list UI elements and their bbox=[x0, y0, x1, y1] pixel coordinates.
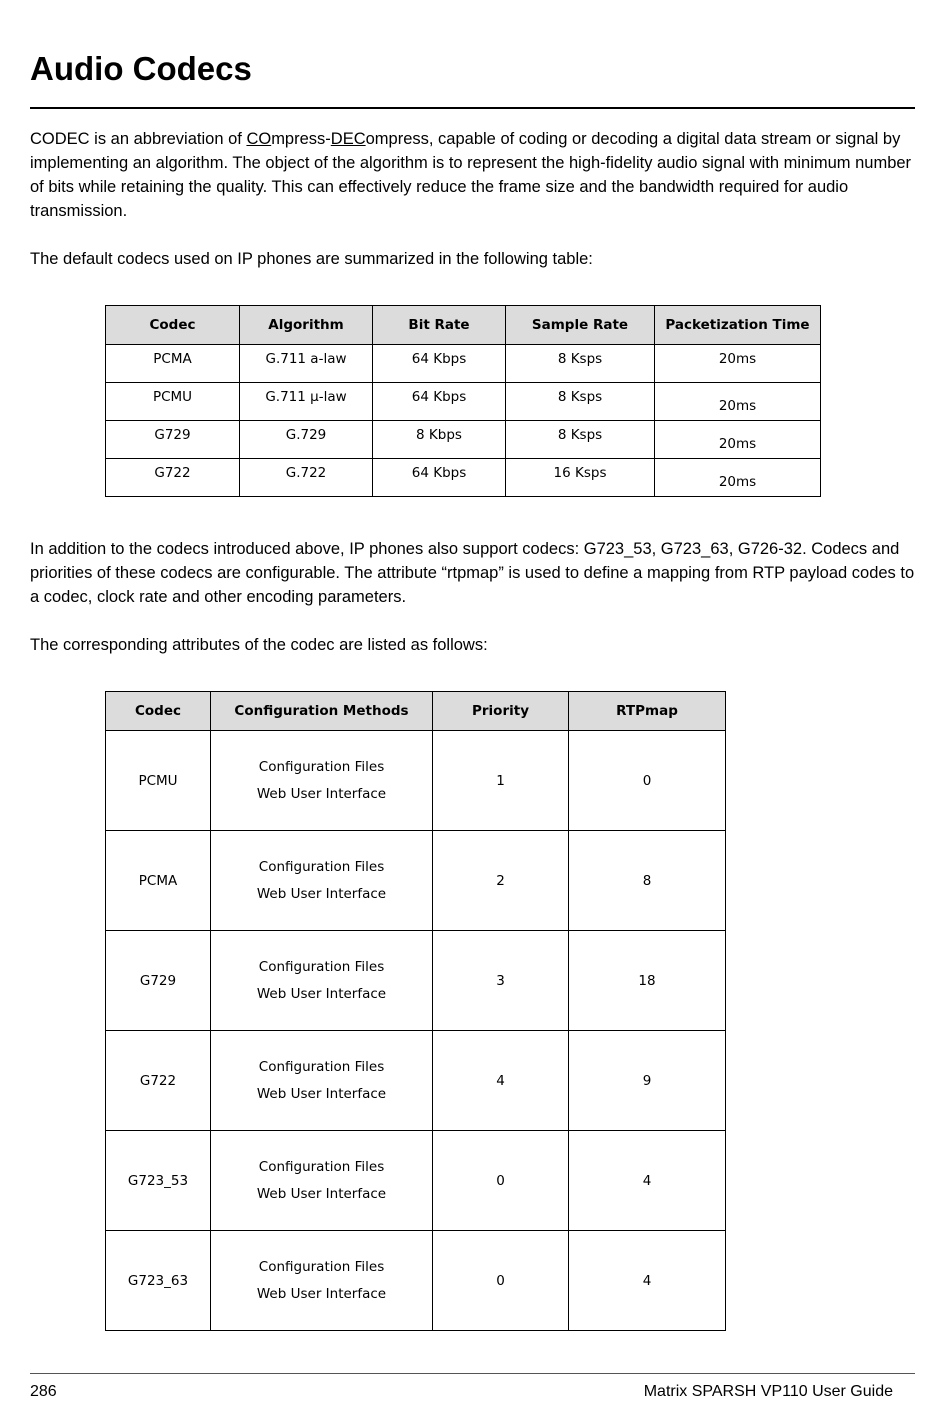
cell-codec: G722 bbox=[106, 459, 240, 497]
cell-rtpmap: 0 bbox=[569, 731, 726, 831]
cell-configuration-methods bbox=[211, 1231, 433, 1331]
method-web-ui: Web User Interface bbox=[256, 785, 387, 802]
table-row bbox=[106, 1031, 726, 1131]
cell-configuration-methods bbox=[211, 1031, 433, 1131]
intro-dec-underlined: DEC bbox=[330, 130, 366, 148]
method-config-files: Configuration Files bbox=[258, 958, 385, 975]
cell-rtpmap: 4 bbox=[569, 1231, 726, 1331]
table-row bbox=[106, 931, 726, 1031]
method-web-ui: Web User Interface bbox=[256, 1085, 387, 1102]
cell-rtpmap: 9 bbox=[569, 1031, 726, 1131]
guide-name: Matrix SPARSH VP110 User Guide bbox=[643, 1383, 893, 1400]
cell-algorithm: G.729 bbox=[240, 421, 373, 459]
cell-sample-rate: 8 Ksps bbox=[506, 345, 655, 383]
method-web-ui: Web User Interface bbox=[256, 1285, 387, 1302]
method-config-files: Configuration Files bbox=[258, 758, 385, 775]
cell-configuration-methods bbox=[211, 1131, 433, 1231]
cell-sample-rate: 8 Ksps bbox=[506, 383, 655, 421]
table-row bbox=[106, 731, 726, 831]
cell-codec: PCMU bbox=[106, 731, 211, 831]
header-algorithm: Algorithm bbox=[240, 306, 373, 345]
cell-rtpmap: 8 bbox=[569, 831, 726, 931]
cell-sample-rate: 16 Ksps bbox=[506, 459, 655, 497]
header-rtpmap: RTPmap bbox=[569, 692, 726, 731]
cell-packetization-time: 20ms bbox=[655, 383, 821, 421]
cell-packetization-time: 20ms bbox=[655, 345, 821, 383]
table-row bbox=[106, 1131, 726, 1231]
header-configuration-methods: Configuration Methods bbox=[211, 692, 433, 731]
default-codecs-table bbox=[105, 305, 821, 497]
header-sample-rate: Sample Rate bbox=[506, 306, 655, 345]
footer-divider bbox=[30, 1373, 915, 1374]
table2-intro: The corresponding attributes of the codec are listed as follows: bbox=[30, 636, 488, 654]
method-config-files: Configuration Files bbox=[258, 1058, 385, 1075]
header-codec: Codec bbox=[106, 692, 211, 731]
header-packetization-time: Packetization Time bbox=[655, 306, 821, 345]
table1-intro: The default codecs used on IP phones are summarized in the following table: bbox=[30, 250, 593, 268]
cell-priority: 1 bbox=[433, 731, 569, 831]
cell-codec: G722 bbox=[106, 1031, 211, 1131]
intro-text-start: CODEC is an abbreviation of bbox=[30, 130, 247, 148]
cell-bit-rate: 64 Kbps bbox=[373, 345, 506, 383]
cell-algorithm: G.711 a-law bbox=[240, 345, 373, 383]
cell-sample-rate: 8 Ksps bbox=[506, 421, 655, 459]
cell-configuration-methods bbox=[211, 831, 433, 931]
title-divider bbox=[30, 107, 915, 109]
cell-codec: G723_53 bbox=[106, 1131, 211, 1231]
cell-algorithm: G.722 bbox=[240, 459, 373, 497]
method-web-ui: Web User Interface bbox=[256, 885, 387, 902]
cell-bit-rate: 64 Kbps bbox=[373, 459, 506, 497]
cell-priority: 0 bbox=[433, 1231, 569, 1331]
method-web-ui: Web User Interface bbox=[256, 1185, 387, 1202]
cell-codec: G723_63 bbox=[106, 1231, 211, 1331]
table-row bbox=[106, 421, 821, 459]
method-config-files: Configuration Files bbox=[258, 1258, 385, 1275]
cell-configuration-methods bbox=[211, 731, 433, 831]
header-codec: Codec bbox=[106, 306, 240, 345]
cell-priority: 2 bbox=[433, 831, 569, 931]
cell-codec: G729 bbox=[106, 421, 240, 459]
method-web-ui: Web User Interface bbox=[256, 985, 387, 1002]
cell-codec: PCMA bbox=[106, 831, 211, 931]
cell-codec: PCMA bbox=[106, 345, 240, 383]
cell-priority: 0 bbox=[433, 1131, 569, 1231]
intro-paragraph bbox=[30, 127, 915, 223]
page-title: Audio Codecs bbox=[30, 50, 252, 87]
intro-co-underlined: CO bbox=[246, 130, 272, 148]
table-header-row bbox=[106, 692, 726, 731]
cell-packetization-time: 20ms bbox=[655, 459, 821, 497]
cell-codec: G729 bbox=[106, 931, 211, 1031]
intro-text-end: ompress, capable of coding or decoding a digital data stream or signal by implementing an algorithm. The object of the algorithm is to represent the high-fidelity audio signal with minimum number of bits while retaining the quality. This can effectively reduce the frame size and the bandwidth required for audio transmission. bbox=[30, 130, 912, 220]
cell-packetization-time: 20ms bbox=[655, 421, 821, 459]
cell-algorithm: G.711 μ-law bbox=[240, 383, 373, 421]
cell-rtpmap: 18 bbox=[569, 931, 726, 1031]
method-config-files: Configuration Files bbox=[258, 1158, 385, 1175]
cell-configuration-methods bbox=[211, 931, 433, 1031]
cell-priority: 3 bbox=[433, 931, 569, 1031]
cell-bit-rate: 64 Kbps bbox=[373, 383, 506, 421]
codec-attributes-table bbox=[105, 691, 726, 1331]
method-config-files: Configuration Files bbox=[258, 858, 385, 875]
header-bit-rate: Bit Rate bbox=[373, 306, 506, 345]
cell-priority: 4 bbox=[433, 1031, 569, 1131]
table-row bbox=[106, 831, 726, 931]
table-row bbox=[106, 1231, 726, 1331]
table-header-row bbox=[106, 306, 821, 345]
cell-rtpmap: 4 bbox=[569, 1131, 726, 1231]
page-number: 286 bbox=[30, 1383, 57, 1400]
table-row bbox=[106, 383, 821, 421]
table-row bbox=[106, 459, 821, 497]
table-row bbox=[106, 345, 821, 383]
cell-codec: PCMU bbox=[106, 383, 240, 421]
intro-text-mid: mpress- bbox=[271, 130, 331, 148]
header-priority: Priority bbox=[433, 692, 569, 731]
additional-codecs-paragraph: In addition to the codecs introduced above, IP phones also support codecs: G723_53, G723_63, G726-32. Codecs and priorities of these codecs are configurable. The attribute “rtpmap” is used to define a mapping from RTP payload codes to a codec, clock rate and other encoding parameters. bbox=[30, 540, 915, 606]
cell-bit-rate: 8 Kbps bbox=[373, 421, 506, 459]
